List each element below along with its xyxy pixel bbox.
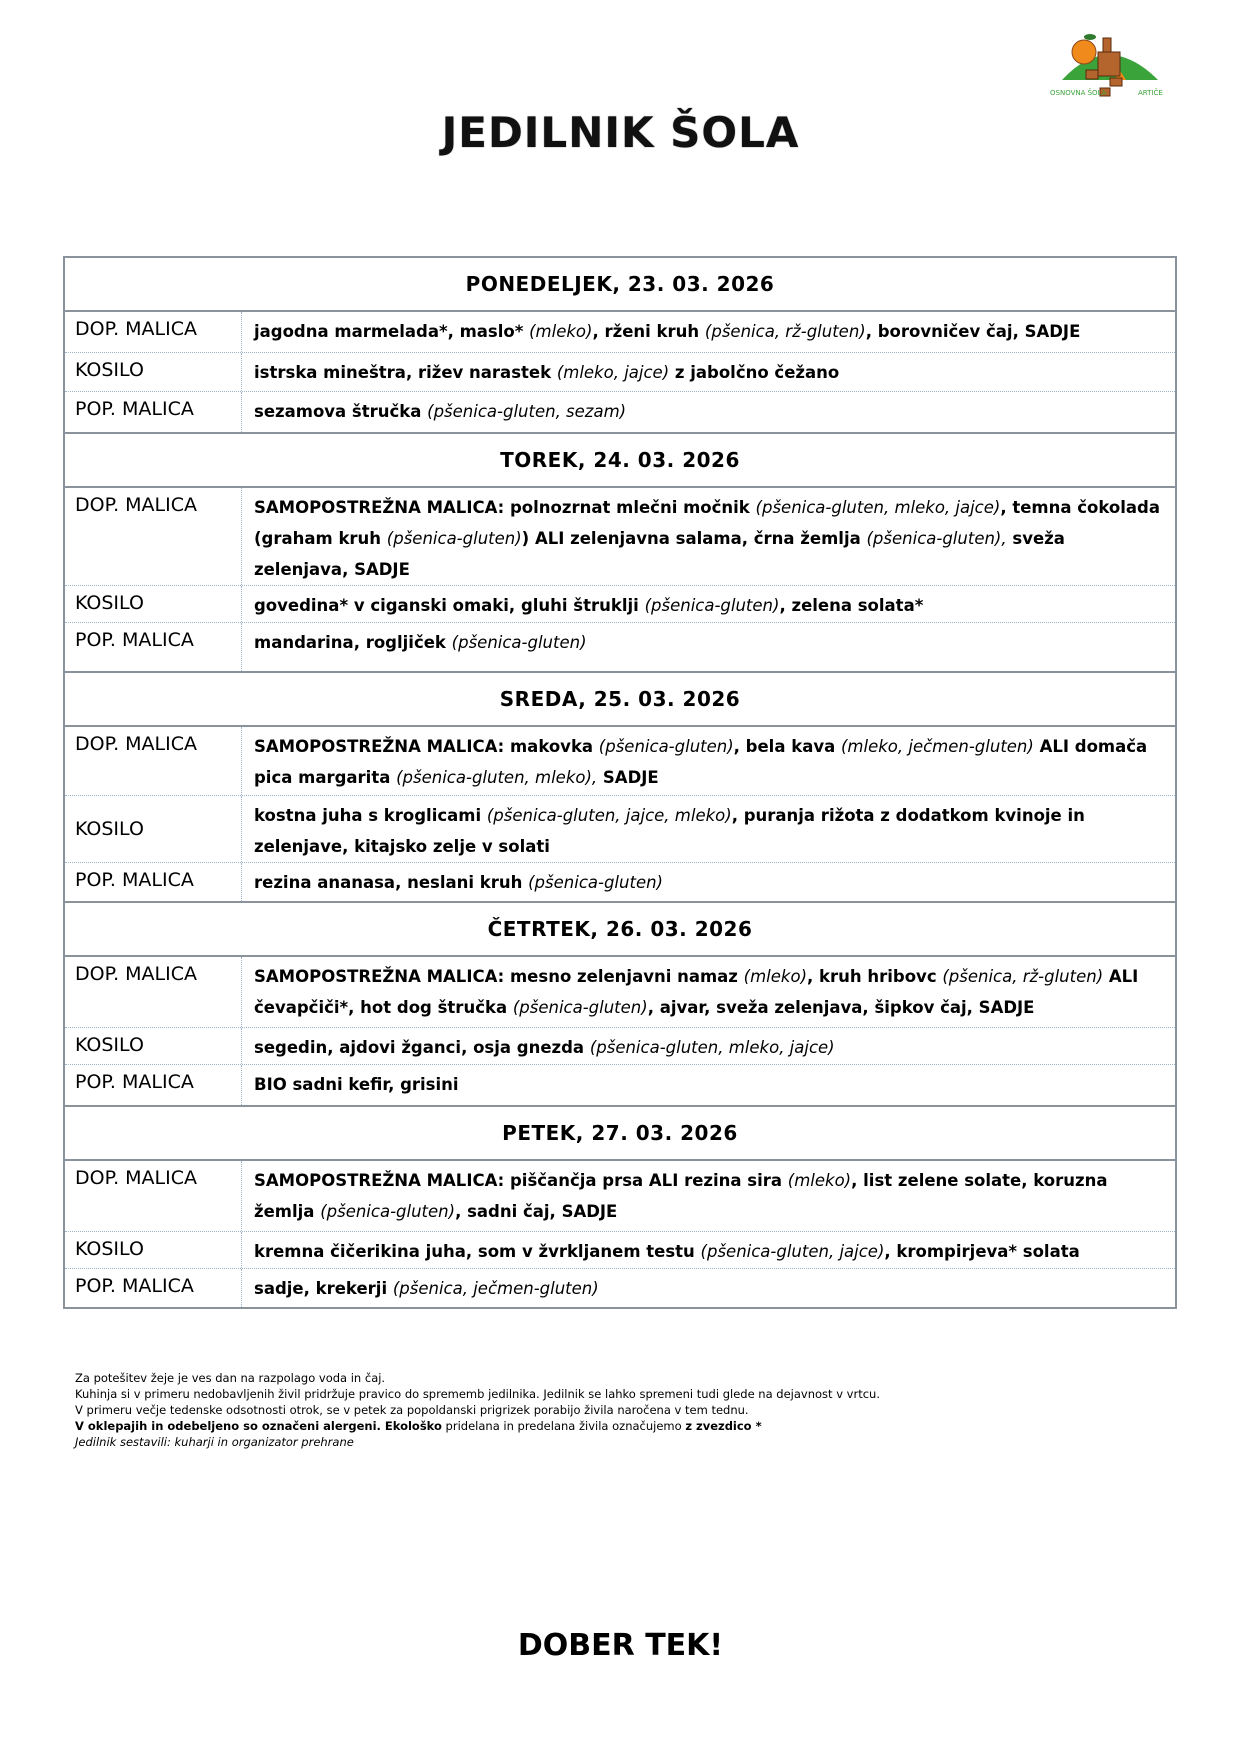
note-authors: Jedilnik sestavili: kuharji in organizator prehrane — [75, 1435, 354, 1449]
food-text: ALI čevapčiči*, hot dog štručka — [254, 967, 1139, 1017]
food-text: , bela kava — [733, 737, 841, 756]
allergen-text: (pšenica-gluten) — [598, 737, 734, 756]
day-heading: TOREK, 24. 03. 2026 — [65, 432, 1175, 488]
food-text: , zelena solata* — [779, 596, 924, 615]
meal-row — [65, 957, 1175, 1027]
meal-description — [242, 957, 1175, 1027]
meal-description — [242, 1028, 1175, 1064]
food-text: sezamova štručka — [254, 402, 428, 421]
meal-row — [65, 795, 1175, 862]
meal-label: DOP. MALICA — [65, 727, 242, 795]
day-heading: ČETRTEK, 26. 03. 2026 — [65, 901, 1175, 957]
meal-label: KOSILO — [65, 796, 242, 862]
note-star: z zvezdico * — [685, 1419, 762, 1433]
food-text: govedina* v ciganski omaki, gluhi štruklji — [254, 596, 645, 615]
meal-label: KOSILO — [65, 586, 242, 622]
note-water: Za potešitev žeje je ves dan na razpolago voda in čaj. — [75, 1371, 386, 1385]
food-text: SAMOPOSTREŽNA MALICA: makovka — [254, 737, 599, 756]
meal-row — [65, 352, 1175, 391]
meal-row — [65, 1064, 1175, 1105]
food-text: , sadni čaj, SADJE — [455, 1202, 618, 1221]
meal-description — [242, 353, 1175, 391]
meal-label: KOSILO — [65, 1232, 242, 1268]
day-heading: PONEDELJEK, 23. 03. 2026 — [65, 258, 1175, 312]
meal-label: DOP. MALICA — [65, 1161, 242, 1231]
meal-description — [242, 586, 1175, 622]
allergen-text: (pšenica-gluten, sezam) — [427, 402, 627, 421]
menu-table — [63, 256, 1177, 1309]
food-text: SAMOPOSTREŽNA MALICA: mesno zelenjavni namaz — [254, 967, 744, 986]
meal-label: DOP. MALICA — [65, 312, 242, 352]
food-text: , temna čokolada (graham kruh — [254, 498, 1160, 548]
allergen-text: (pšenica-gluten), — [866, 529, 1007, 548]
food-text: , krompirjeva* solata — [884, 1242, 1080, 1261]
food-text: ) ALI zelenjavna salama, črna žemlja — [521, 529, 867, 548]
allergen-text: (pšenica-gluten) — [386, 529, 522, 548]
meal-label: POP. MALICA — [65, 1065, 242, 1105]
food-text: mandarina, rogljiček — [254, 633, 452, 652]
meal-label: KOSILO — [65, 1028, 242, 1064]
day-section — [65, 432, 1175, 671]
allergen-text: (mleko) — [529, 322, 593, 341]
meal-description — [242, 1232, 1175, 1268]
allergen-text: (pšenica-gluten) — [644, 596, 780, 615]
allergen-text: (pšenica-gluten) — [320, 1202, 456, 1221]
meal-description — [242, 1161, 1175, 1231]
food-text: istrska mineštra, rižev narastek — [254, 363, 557, 382]
meal-row — [65, 1161, 1175, 1231]
food-text: , rženi kruh — [592, 322, 705, 341]
allergen-text: (pšenica-gluten, mleko, jajce) — [755, 498, 1001, 517]
meal-row — [65, 312, 1175, 352]
allergen-text: (pšenica, rž-gluten) — [942, 967, 1104, 986]
logo-text-town: ARTIČE — [1138, 89, 1163, 97]
meal-description — [242, 1269, 1175, 1307]
closing-text: DOBER TEK! — [517, 1628, 724, 1663]
food-text: sadje, krekerji — [254, 1279, 393, 1298]
meal-label: POP. MALICA — [65, 1269, 242, 1307]
food-text: segedin, ajdovi žganci, osja gnezda — [254, 1038, 590, 1057]
school-logo — [1048, 22, 1168, 104]
meal-row — [65, 585, 1175, 622]
meal-label: POP. MALICA — [65, 623, 242, 671]
food-text: SAMOPOSTREŽNA MALICA: piščančja prsa ALI rezina sira — [254, 1171, 788, 1190]
meal-label: KOSILO — [65, 353, 242, 391]
meal-row — [65, 727, 1175, 795]
meal-description — [242, 1065, 1175, 1105]
meal-row — [65, 1231, 1175, 1268]
meal-label: POP. MALICA — [65, 863, 242, 901]
day-section — [65, 258, 1175, 432]
meal-description — [242, 863, 1175, 901]
meal-label: POP. MALICA — [65, 392, 242, 432]
food-text: ALI domača pica margarita — [254, 737, 1148, 787]
food-text: SADJE — [597, 768, 659, 787]
meal-label: DOP. MALICA — [65, 488, 242, 585]
allergen-text: (mleko) — [743, 967, 808, 986]
day-heading: SREDA, 25. 03. 2026 — [65, 671, 1175, 727]
meal-row — [65, 391, 1175, 432]
allergen-text: (pšenica, ječmen-gluten) — [392, 1279, 599, 1298]
day-heading: PETEK, 27. 03. 2026 — [65, 1105, 1175, 1161]
note-allergens-text: pridelana in predelana živila označujemo — [441, 1419, 686, 1433]
food-text: , ajvar, sveža zelenjava, šipkov čaj, SADJE — [647, 998, 1035, 1017]
allergen-text: (pšenica-gluten, mleko, jajce) — [589, 1038, 835, 1057]
meal-row — [65, 488, 1175, 585]
meal-description — [242, 312, 1175, 352]
meal-row — [65, 622, 1175, 671]
meal-row — [65, 1027, 1175, 1064]
day-section — [65, 901, 1175, 1105]
meal-description — [242, 796, 1175, 862]
note-allergens — [75, 1418, 880, 1434]
note-absence: V primeru večje tedenske odsotnosti otrok, se v petek za popoldanski prigrizek porabijo živila naročena v tem tednu. — [75, 1403, 749, 1417]
food-text: , kruh hribovc — [807, 967, 943, 986]
allergen-text: (pšenica, rž-gluten) — [704, 322, 866, 341]
allergen-text: (pšenica-gluten, mleko), — [396, 768, 598, 787]
meal-description — [242, 623, 1175, 671]
food-text: rezina ananasa, neslani kruh — [254, 873, 529, 892]
food-text: kostna juha s kroglicami — [254, 806, 487, 825]
food-text: kremna čičerikina juha, som v žvrkljanem testu — [254, 1242, 701, 1261]
allergen-text: (pšenica-gluten, jajce) — [700, 1242, 885, 1261]
allergen-text: (mleko, jajce) — [556, 363, 670, 382]
meal-description — [242, 392, 1175, 432]
allergen-text: (pšenica-gluten) — [451, 633, 587, 652]
notes — [75, 1370, 880, 1450]
school-logo-graphic — [1048, 22, 1168, 104]
allergen-text: (pšenica-gluten, jajce, mleko) — [486, 806, 732, 825]
food-text: z jabolčno čežano — [669, 363, 840, 382]
meal-row — [65, 862, 1175, 901]
logo-text: OSNOVNA ŠOLA — [1050, 89, 1107, 97]
food-text: , puranja rižota z dodatkom kvinoje in zelenjave, kitajsko zelje v solati — [254, 806, 1085, 856]
food-text: jagodna marmelada*, maslo* — [254, 322, 530, 341]
meal-description — [242, 727, 1175, 795]
food-text: sveža zelenjava, SADJE — [254, 529, 1065, 579]
meal-label: DOP. MALICA — [65, 957, 242, 1027]
food-text: BIO sadni kefir, grisini — [254, 1075, 459, 1094]
meal-row — [65, 1268, 1175, 1307]
day-section — [65, 671, 1175, 901]
food-text: SAMOPOSTREŽNA MALICA: polnozrnat mlečni močnik — [254, 498, 756, 517]
allergen-text: (mleko, ječmen-gluten) — [840, 737, 1034, 756]
allergen-text: (mleko) — [787, 1171, 852, 1190]
food-text: , borovničev čaj, SADJE — [865, 322, 1081, 341]
food-text: , list zelene solate, koruzna žemlja — [254, 1171, 1108, 1221]
note-changes: Kuhinja si v primeru nedobavljenih živil pridržuje pravico do sprememb jedilnika. Jedilnik se lahko spremeni tudi glede na dejavnost v vrtcu. — [75, 1387, 880, 1401]
page-title: JEDILNIK ŠOLA — [441, 108, 800, 157]
meal-description — [242, 488, 1175, 585]
day-section — [65, 1105, 1175, 1307]
allergen-text: (pšenica-gluten) — [512, 998, 648, 1017]
note-allergens-bold: V oklepajih in odebeljeno so označeni alergeni. Ekološko — [75, 1419, 442, 1433]
allergen-text: (pšenica-gluten) — [528, 873, 663, 892]
